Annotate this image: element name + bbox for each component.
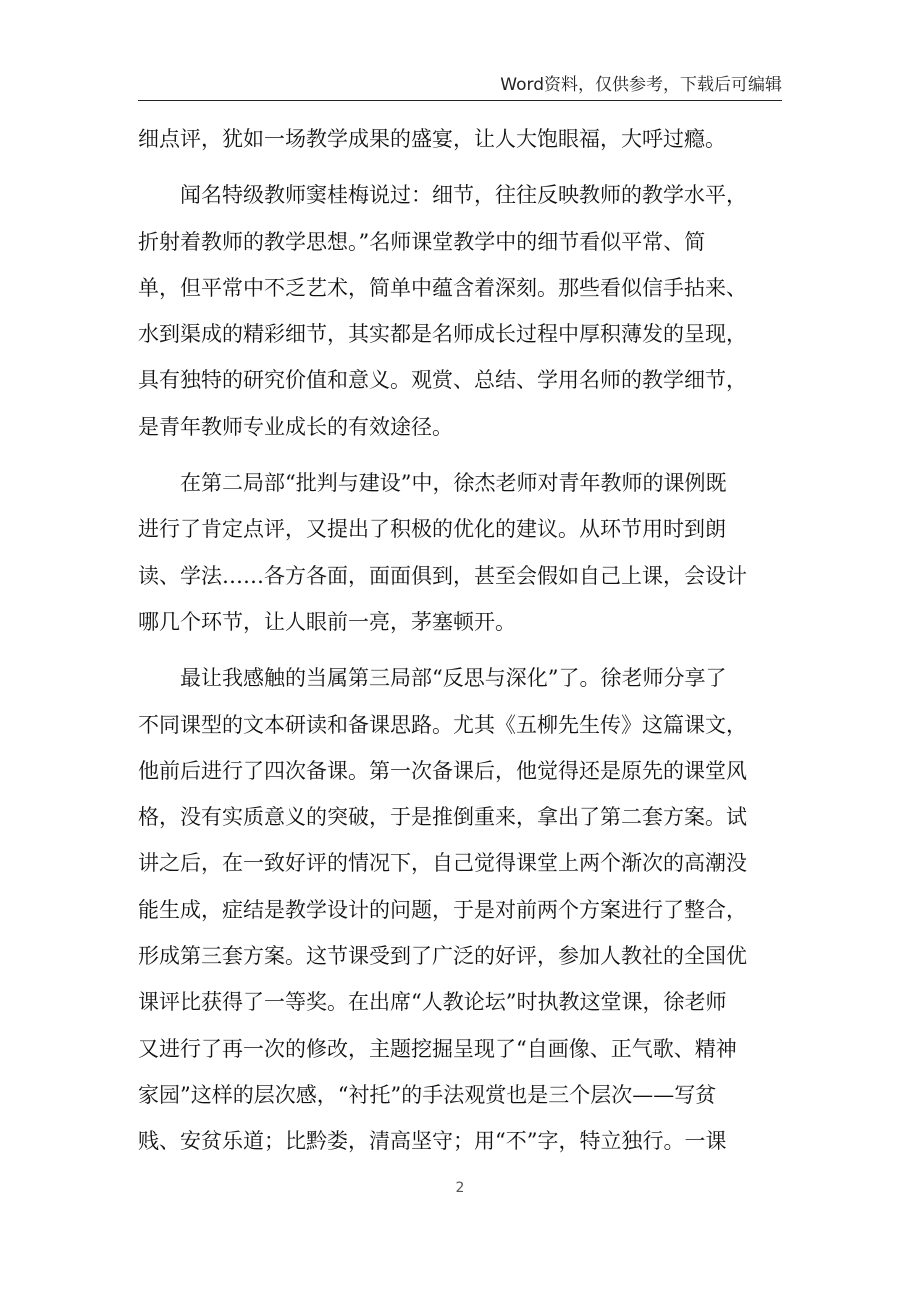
text-line: 水到渠成的精彩细节，其实都是名师成长过程中厚积薄发的呈现， <box>138 322 747 347</box>
text-line: 进行了肯定点评，又提出了积极的优化的建议。从环节用时到朗 <box>138 517 726 542</box>
header-divider <box>138 100 782 101</box>
text-line: 不同课型的文本研读和备课思路。尤其《五柳先生传》这篇课文， <box>138 712 747 737</box>
text-line: 闻名特级教师窦桂梅说过：细节，往往反映教师的教学水平， <box>138 183 747 208</box>
text-line: 哪几个环节，让人眼前一亮，茅塞顿开。 <box>138 609 516 634</box>
paragraph-gap <box>138 450 782 460</box>
text-line: 家园”这样的层次感，“衬托”的手法观赏也是三个层次——写贫 <box>138 1082 717 1107</box>
text-line: 又进行了再一次的修改，主题挖掘呈现了“自画像、正气歌、精神 <box>138 1036 737 1061</box>
text-line: 课评比获得了一等奖。在出席“人教论坛”时执教这堂课，徐老师 <box>138 990 727 1015</box>
text-line: 能生成，症结是教学设计的问题，于是对前两个方案进行了整合， <box>138 897 747 922</box>
text-line: 他前后进行了四次备课。第一次备课后，他觉得还是原先的课堂风 <box>138 758 747 783</box>
text-line: 折射着教师的教学思想。”名师课堂教学中的细节看似平常、简 <box>138 229 706 254</box>
text-line: 读、学法……各方各面，面面俱到，甚至会假如自己上课，会设计 <box>138 563 747 588</box>
text-line: 具有独特的研究价值和意义。观赏、总结、学用名师的教学细节， <box>138 368 747 393</box>
text-line: 讲之后，在一致好评的情况下，自己觉得课堂上两个渐次的高潮没 <box>138 851 747 876</box>
text-line: 格，没有实质意义的突破，于是推倒重来，拿出了第二套方案。试 <box>138 805 747 830</box>
page-header: Word资料，仅供参考，下载后可编辑 <box>500 75 782 95</box>
text-line: 细点评，犹如一场教学成果的盛宴，让人大饱眼福，大呼过瘾。 <box>138 127 726 151</box>
page-number: 2 <box>455 1180 465 1196</box>
paragraph-gap <box>138 162 782 172</box>
text-line: 在第二局部“批判与建设”中，徐杰老师对青年教师的课例既 <box>138 471 727 496</box>
text-line: 贱、安贫乐道；比黔娄，清高坚守；用“不”字，特立独行。一课 <box>138 1129 727 1154</box>
text-line: 最让我感触的当属第三局部“反思与深化”了。徐老师分享了 <box>138 666 727 691</box>
text-line: 单，但平常中不乏艺术，简单中蕴含着深刻。那些看似信手拈来、 <box>138 275 747 300</box>
text-line: 是青年教师专业成长的有效途径。 <box>138 414 453 439</box>
text-line: 形成第三套方案。这节课受到了广泛的好评，参加人教社的全国优 <box>138 944 747 969</box>
body-text <box>138 116 782 1165</box>
paragraph-gap <box>138 645 782 655</box>
